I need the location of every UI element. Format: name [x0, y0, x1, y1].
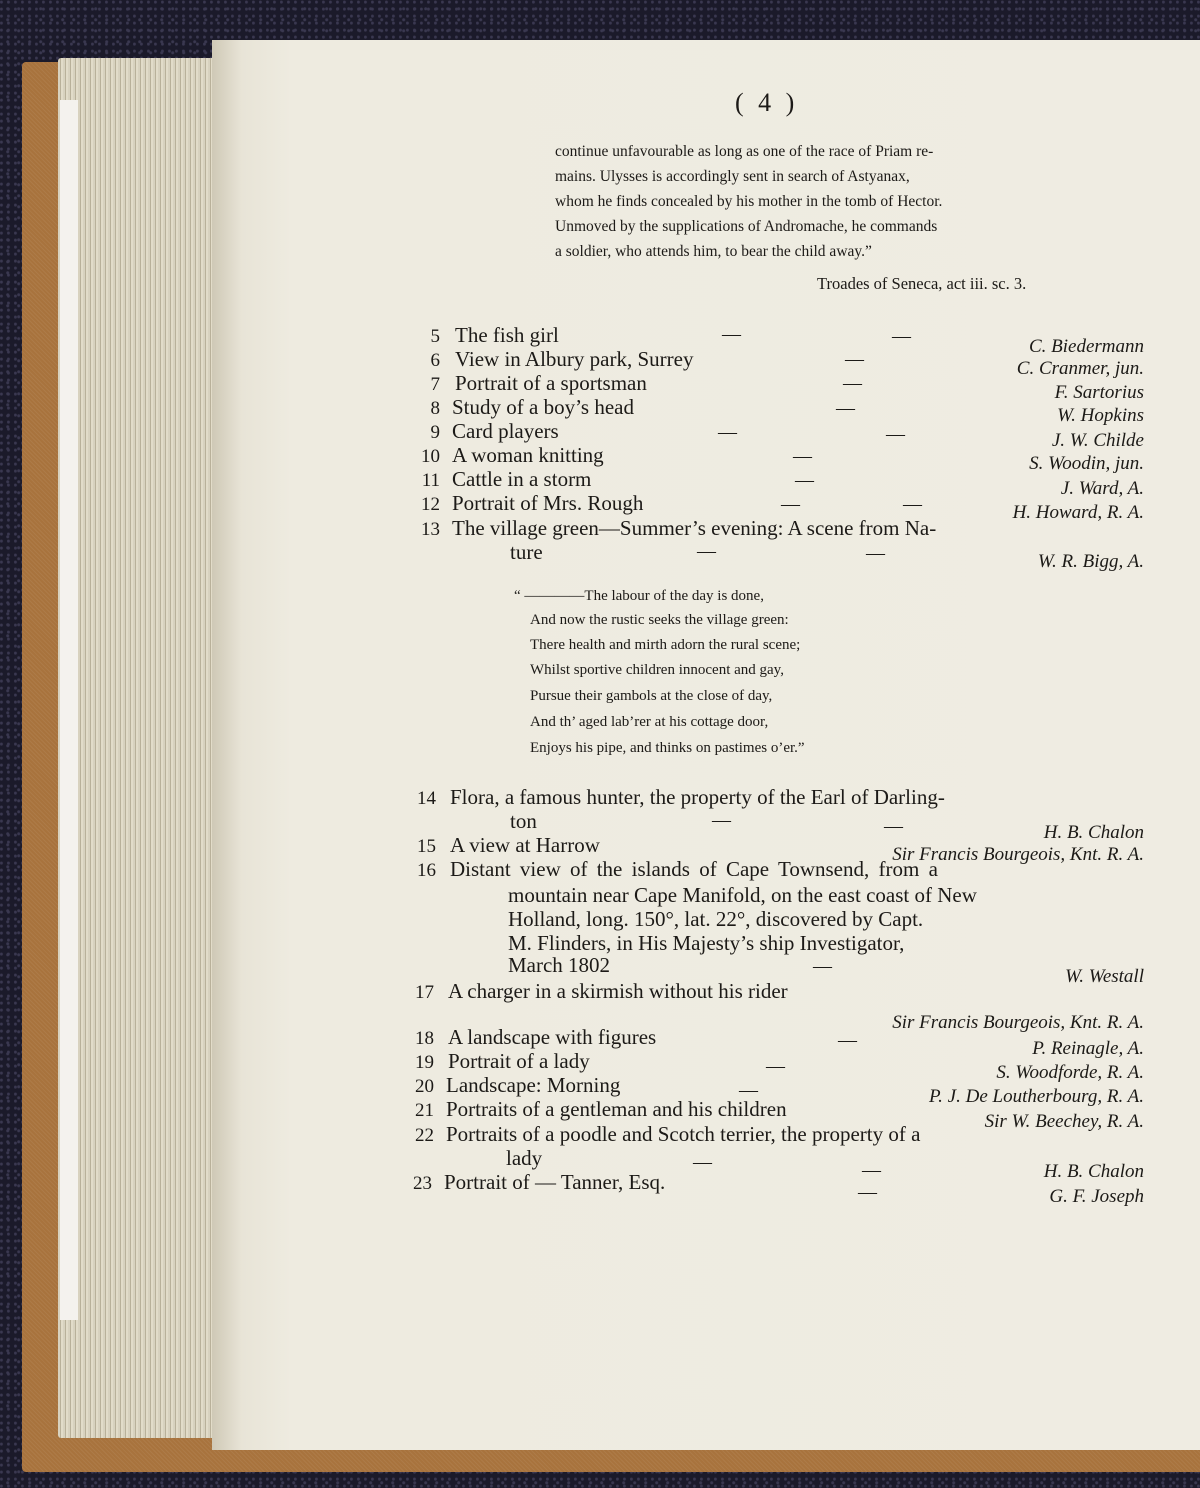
entry-artist: P. J. De Loutherbourg, R. A. — [929, 1086, 1144, 1107]
poem-line: Whilst sportive children innocent and gay, — [530, 662, 784, 678]
entry-title: Portraits of a poodle and Scotch terrier, the property of a — [446, 1122, 921, 1146]
quote-line: whom he finds concealed by his mother in the tomb of Hector. — [555, 193, 943, 210]
entry-dash: — — [739, 1080, 758, 1101]
entry-number: 14 — [417, 788, 436, 809]
page-edges — [58, 58, 218, 1438]
entry-dash: — — [838, 1030, 857, 1051]
entry-number: 21 — [415, 1100, 434, 1121]
entry-title-continued: March 1802 — [508, 953, 611, 977]
entry-number: 12 — [421, 494, 440, 515]
entry-number: 7 — [430, 374, 440, 395]
entry-dash: — — [697, 541, 716, 562]
entry-dash: — — [781, 494, 800, 515]
poem-line: There health and mirth adorn the rural scene; — [530, 637, 801, 653]
quote-citation: Troades of Seneca, act iii. sc. 3. — [817, 274, 1027, 293]
entry-title: Portraits of a gentleman and his children — [446, 1097, 787, 1121]
page-number: ( 4 ) — [735, 88, 799, 117]
entry-artist: H. Howard, R. A. — [1012, 502, 1144, 523]
poem-line: “ ————The labour of the day is done, — [514, 588, 764, 604]
bookmark-strip — [60, 100, 78, 1320]
entry-artist: Sir Francis Bourgeois, Knt. R. A. — [892, 844, 1144, 865]
entry-number: 17 — [415, 982, 434, 1003]
entry-number: 8 — [430, 398, 440, 419]
entry-title: A woman knitting — [452, 443, 604, 467]
quote-line: Unmoved by the supplications of Andromache, he commands — [555, 218, 938, 235]
entry-number: 11 — [421, 470, 440, 491]
entry-dash: — — [892, 326, 911, 347]
entry-number: 18 — [415, 1028, 434, 1049]
entry-dash: — — [884, 816, 903, 837]
entry-title: A charger in a skirmish without his rider — [448, 979, 788, 1003]
entry-artist: Sir W. Beechey, R. A. — [984, 1111, 1144, 1132]
entry-dash: — — [845, 349, 864, 370]
entry-title: Cattle in a storm — [452, 467, 592, 491]
poem-line: Enjoys his pipe, and thinks on pastimes o’er.” — [530, 740, 805, 756]
entry-number: 20 — [415, 1076, 434, 1097]
entry-title: Portrait of — Tanner, Esq. — [444, 1170, 666, 1194]
entry-artist: H. B. Chalon — [1043, 1161, 1144, 1182]
entry-dash: — — [712, 810, 731, 831]
entry-number: 23 — [413, 1173, 432, 1194]
entry-artist: J. W. Childe — [1051, 430, 1144, 451]
entry-dash: — — [795, 470, 814, 491]
entry-title-continued: Holland, long. 150°, lat. 22°, discovered by Capt. — [508, 907, 924, 931]
entry-title: The village green—Summer’s evening: A scene from Na- — [452, 516, 937, 540]
entry-artist: C. Biedermann — [1028, 336, 1144, 357]
quote-line: a soldier, who attends him, to bear the child away.” — [555, 243, 872, 260]
entry-artist: W. Westall — [1065, 966, 1144, 987]
entry-artist: P. Reinagle, A. — [1032, 1038, 1144, 1059]
entry-number: 15 — [417, 836, 436, 857]
entry-artist: J. Ward, A. — [1060, 478, 1144, 499]
entry-dash: — — [693, 1152, 712, 1173]
entry-number: 5 — [430, 326, 440, 347]
entry-number: 10 — [421, 446, 440, 467]
entry-title: View in Albury park, Surrey — [455, 347, 694, 371]
entry-title: Landscape: Morning — [446, 1073, 621, 1097]
entry-artist: W. R. Bigg, A. — [1037, 551, 1144, 572]
entry-artist: Sir Francis Bourgeois, Knt. R. A. — [892, 1012, 1144, 1033]
entry-title: Portrait of a sportsman — [455, 371, 647, 395]
entry-title: Card players — [452, 419, 559, 443]
entry-title: Study of a boy’s head — [452, 395, 634, 419]
entry-dash: — — [766, 1056, 785, 1077]
entry-number: 16 — [417, 860, 436, 881]
entry-dash: — — [886, 424, 905, 445]
entry-title: Flora, a famous hunter, the property of the Earl of Darling- — [450, 785, 945, 809]
quote-line: continue unfavourable as long as one of the race of Priam re- — [555, 143, 934, 160]
quote-line: mains. Ulysses is accordingly sent in search of Astyanax, — [555, 168, 910, 185]
entry-artist: S. Woodforde, R. A. — [996, 1062, 1144, 1083]
entry-artist: H. B. Chalon — [1043, 822, 1144, 843]
entry-dash: — — [836, 398, 855, 419]
entry-artist: G. F. Joseph — [1049, 1186, 1144, 1207]
entry-artist: S. Woodin, jun. — [1029, 453, 1144, 474]
entry-title-continued: mountain near Cape Manifold, on the east coast of New — [508, 883, 977, 907]
poem-line: Pursue their gambols at the close of day, — [530, 688, 773, 704]
entry-dash: — — [866, 543, 885, 564]
entry-title: The fish girl — [455, 323, 559, 347]
entry-title-continued: M. Flinders, in His Majesty’s ship Investigator, — [508, 931, 905, 955]
entry-title: A view at Harrow — [450, 833, 600, 857]
entry-title: Distant view of the islands of Cape Townsend, from a — [450, 857, 938, 881]
entry-artist: C. Cranmer, jun. — [1016, 358, 1144, 379]
entry-dash: — — [862, 1160, 881, 1181]
entry-dash: — — [722, 324, 741, 345]
entry-title-continued: ton — [510, 809, 537, 833]
poem-line: And th’ aged lab’rer at his cottage door, — [530, 714, 769, 730]
entry-title-continued: lady — [506, 1146, 543, 1170]
entry-title-continued: ture — [510, 540, 543, 564]
entry-dash: — — [718, 422, 737, 443]
entry-dash: — — [843, 373, 862, 394]
entry-title: Portrait of a lady — [448, 1049, 590, 1073]
entry-number: 19 — [415, 1052, 434, 1073]
poem-line: And now the rustic seeks the village green: — [530, 612, 789, 628]
entry-artist: W. Hopkins — [1057, 405, 1144, 426]
entry-title: A landscape with figures — [448, 1025, 657, 1049]
entry-artist: F. Sartorius — [1054, 382, 1144, 403]
entry-dash: — — [793, 446, 812, 467]
entry-title: Portrait of Mrs. Rough — [452, 491, 644, 515]
entry-number: 9 — [430, 422, 440, 443]
entry-dash: — — [903, 494, 922, 515]
entry-number: 6 — [430, 350, 440, 371]
entry-number: 13 — [421, 519, 440, 540]
entry-dash: — — [813, 956, 832, 977]
entry-number: 22 — [415, 1125, 434, 1146]
entry-dash: — — [858, 1182, 877, 1203]
